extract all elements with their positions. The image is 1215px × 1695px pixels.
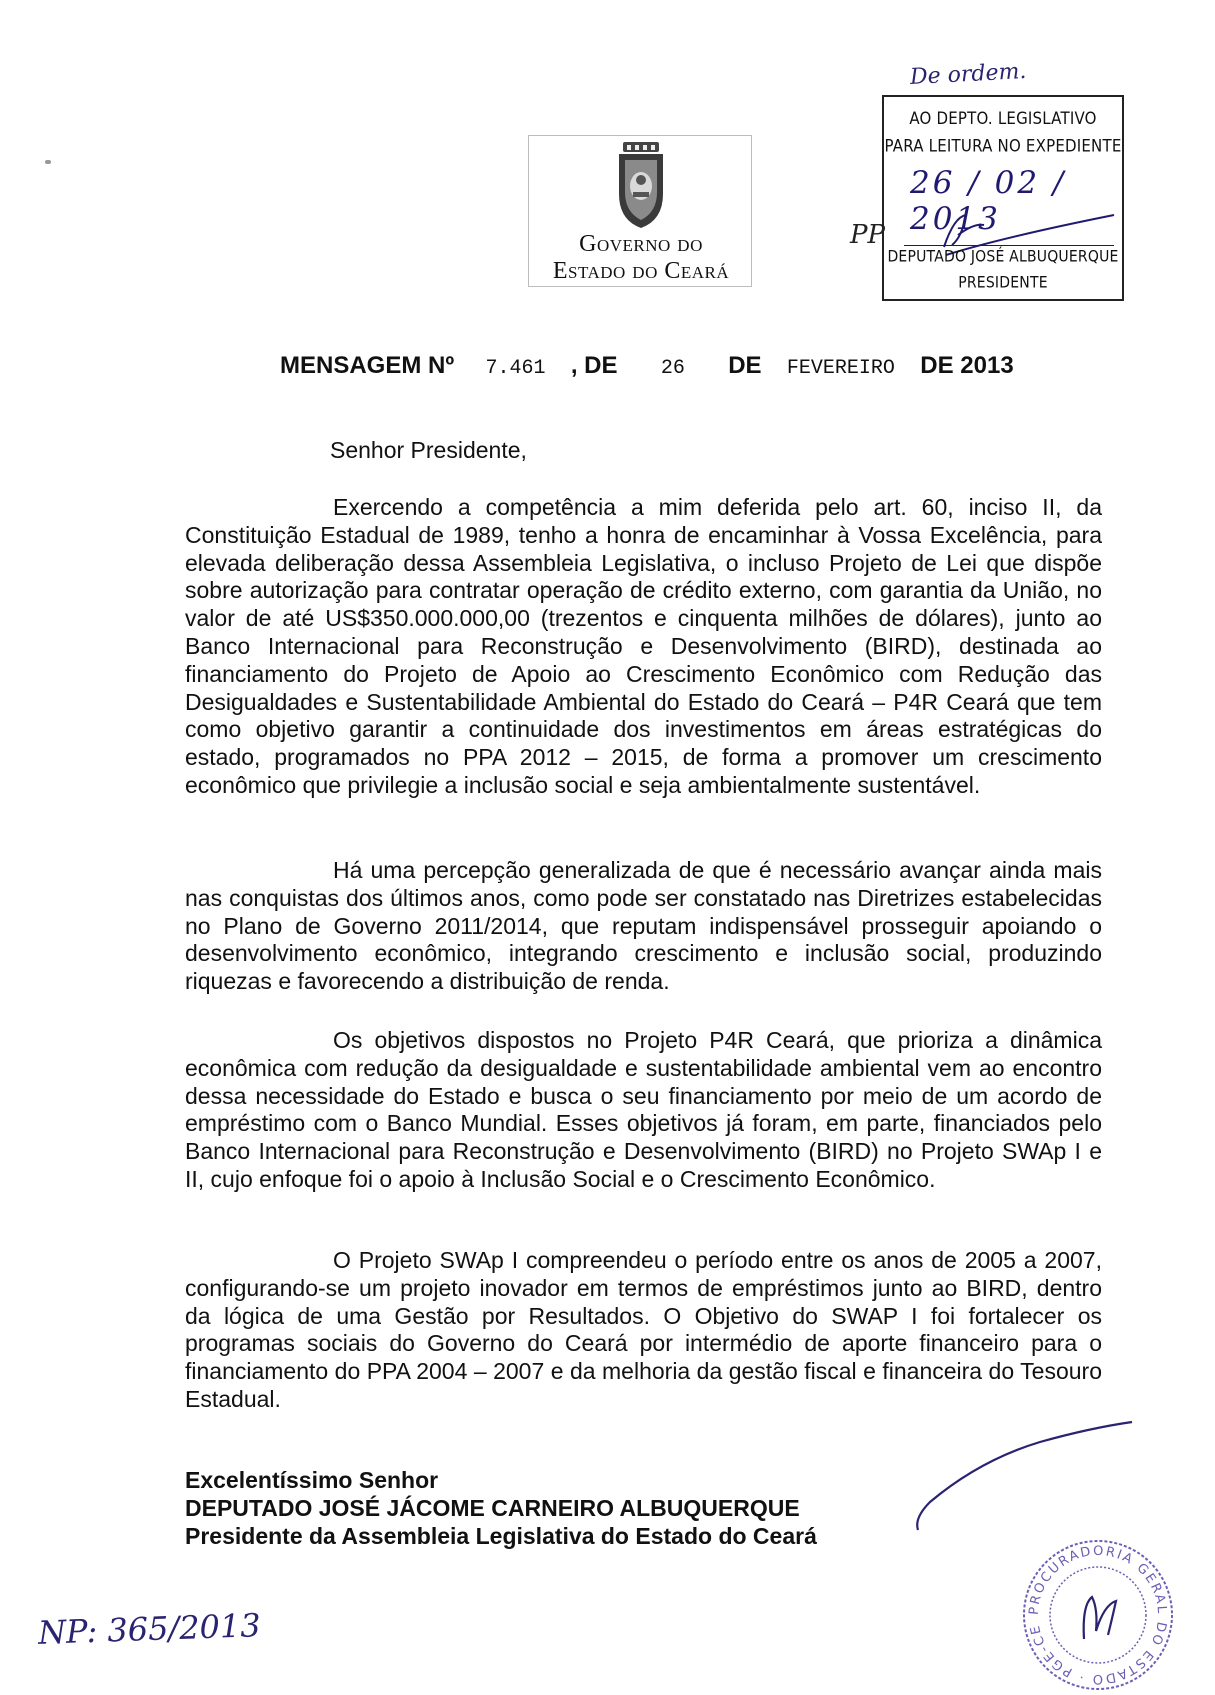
stamp-line: PARA LEITURA NO EXPEDIENTE [884,135,1122,157]
body-paragraph: Exercendo a competência a mim deferida pelo art. 60, inciso II, da Constituição Estadual de 1989, tenho a honra de encaminhar à Vossa Excelência, para elevada deliberação dessa Assembleia Legislativa, o incluso Projeto de Lei que dispõe sobre autorização para contratar operação de crédito externo, com garantia da União, no valor de até US$350.000.000,00 (trezentos e cinquenta milhões de dólares), junto ao Banco Internacional para Reconstrução e Desenvolvimento (BIRD), destinada ao financiamento do Projeto de Apoio ao Crescimento Econômico com Redução das Desigualdades e Sustentabilidade Ambiental do Estado do Ceará – P4R Ceará que tem como objetivo garantir a continuidade dos investimentos em áreas estratégicas do estado, programados no PPA 2012 – 2015, de forma a promover um crescimento econômico que privilegie a inclusão social e seja ambientalmente sustentável. [185,494,1102,798]
handwritten-pp-note: PP [850,220,885,250]
addressee-greeting: Excelentíssimo Senhor [185,1467,439,1493]
government-name-line2: Estado do Ceará [552,258,730,284]
message-de: , DE [570,352,618,379]
message-number: 7.461 [485,357,546,380]
svg-text:PROCURADORIA GERAL DO ESTADO · [1027,1544,1169,1686]
coat-of-arms-icon [613,142,669,230]
protocol-stamp [882,95,1124,301]
scan-speck [45,160,51,164]
body-paragraph: O Projeto SWAp I compreendeu o período entre os anos de 2005 a 2007, configurando-se um projeto inovador em termos de empréstimos junto ao BIRD, dentro da lógica de uma Gestão por Resultados. O Objetivo do SWAP I foi fortalecer os programas sociais do Governo do Ceará por intermédio de aporte financeiro para o financiamento do PPA 2004 – 2007 e da melhoria da gestão fiscal e financeira do Tesouro Estadual. [185,1247,1102,1412]
addressee-name: DEPUTADO JOSÉ JÁCOME CARNEIRO ALBUQUERQUE [185,1495,800,1521]
message-de: DE [728,352,762,379]
message-day: 26 [660,357,685,380]
government-logo [528,135,752,287]
body-paragraph: Há uma percepção generalizada de que é necessário avançar ainda mais nas conquistas dos últimos anos, como pode ser constatado nas Diretrizes estabelecidas no Plano de Governo 2011/2014, que reputam indispensável prosseguir apoiando o desenvolvimento econômico, integrando crescimento e inclusão social, produzindo riquezas e favorecendo a distribuição de renda. [185,857,1102,995]
stamp-date: 26 / 02 / 2013 [910,165,1067,237]
body-paragraph: Os objetivos dispostos no Projeto P4R Ceará, que prioriza a dinâmica econômica com redução da desigualdade e sustentabilidade ambiental vem ao encontro dessa necessidade do Estado e busca o seu financiamento por meio de um acordo de empréstimo com o Banco Mundial. Esses objetivos já foram, em parte, financiados pelo Banco Internacional para Reconstrução e Desenvolvimento (BIRD) no Projeto SWAp I e II, cujo enfoque foi o apoio à Inclusão Social e o Crescimento Econômico. [185,1027,1102,1192]
stamp-signature-scribble [884,97,1126,303]
message-year: DE 2013 [920,352,1014,379]
handwritten-note: De ordem. [909,58,1027,91]
message-label: MENSAGEM Nº [280,352,455,379]
pge-seal [1018,1535,1178,1695]
message-month: FEVEREIRO [786,357,895,380]
stamp-line: DEPUTADO JOSÉ ALBUQUERQUE [887,247,1119,267]
government-name-line1: Governo do [579,231,703,257]
salutation: Senhor Presidente, [330,437,527,463]
seal-text: PROCURADORIA GERAL DO ESTADO · PGE-CE [1026,1543,1170,1687]
stamp-line: AO DEPTO. LEGISLATIVO [909,107,1097,129]
handwritten-protocol-number: NP: 365/2013 [37,1606,262,1652]
stamp-line: PRESIDENTE [958,273,1048,293]
message-header [280,352,1014,380]
signature [900,1410,1140,1540]
addressee-title: Presidente da Assembleia Legislativa do Estado do Ceará [185,1523,817,1549]
